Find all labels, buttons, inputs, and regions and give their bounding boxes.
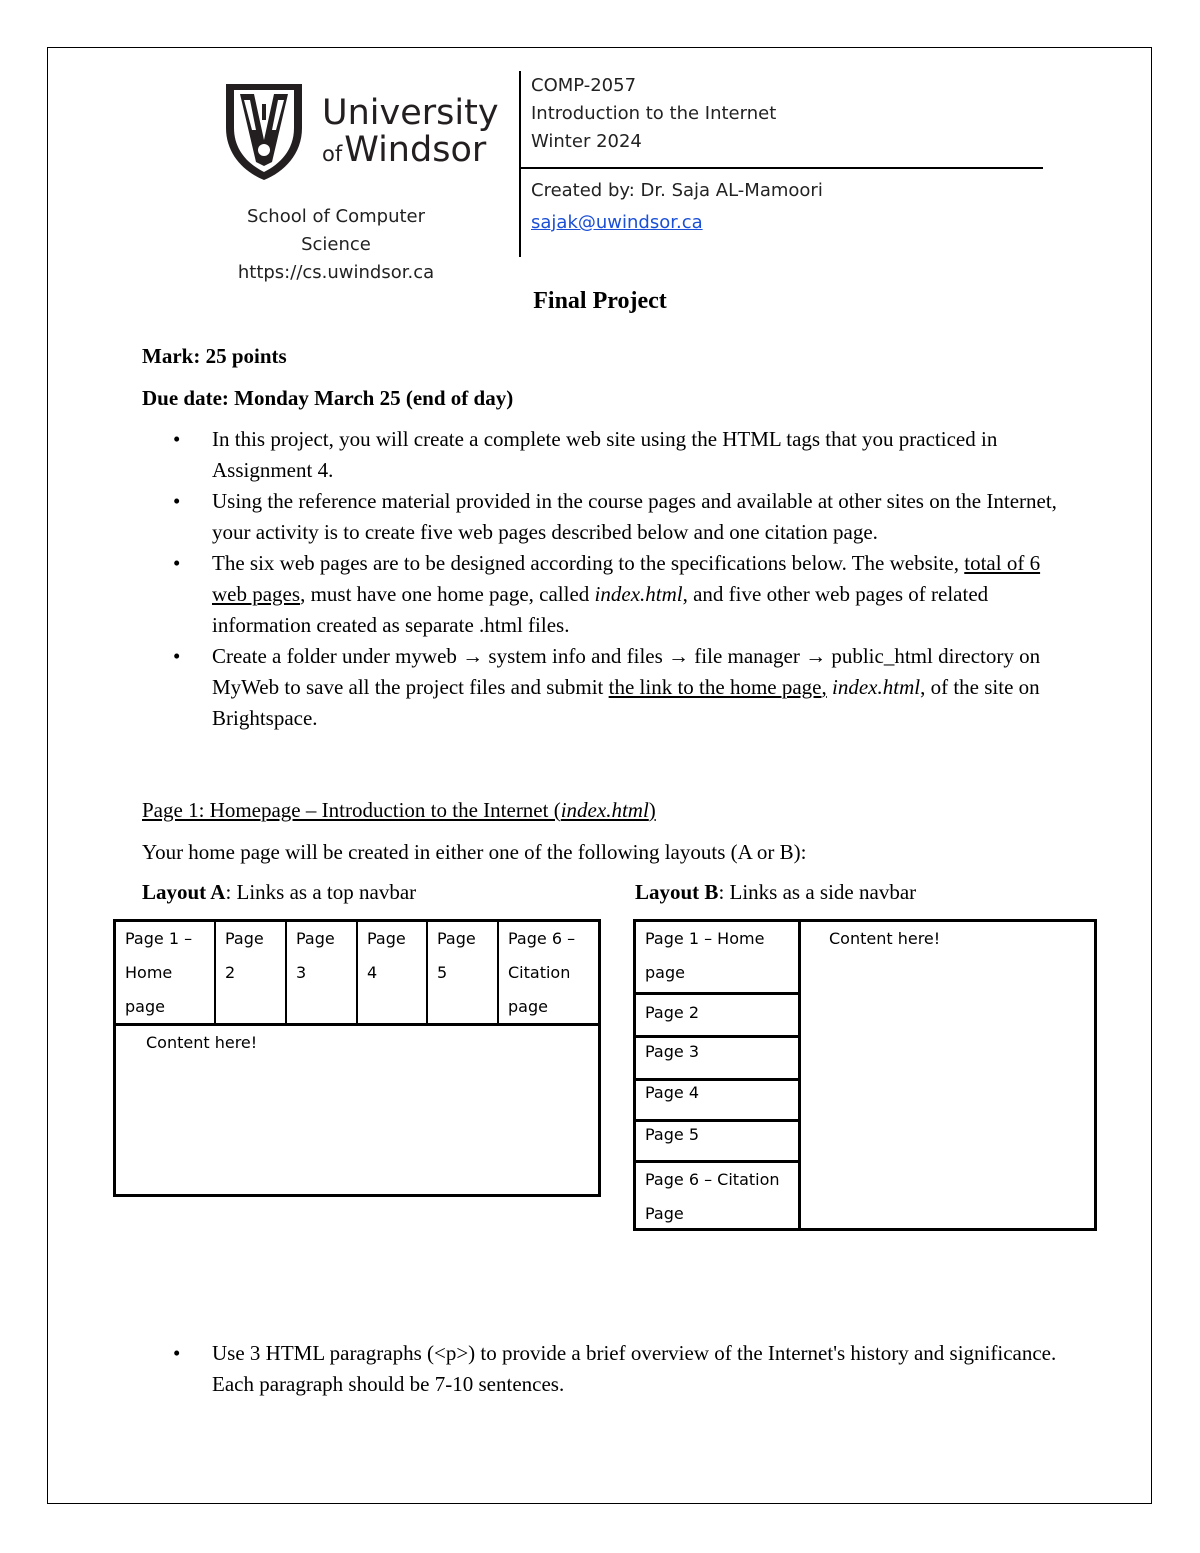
page1-requirements-list bbox=[142, 1338, 1072, 1400]
underlined-comma: , bbox=[821, 675, 827, 699]
author-email-link[interactable]: sajak@uwindsor.ca bbox=[531, 212, 703, 233]
course-info bbox=[531, 72, 776, 156]
nav-cell-page2: Page 2 bbox=[214, 922, 285, 1023]
layout-b-title bbox=[635, 880, 916, 905]
course-code: COMP-2057 bbox=[531, 75, 637, 96]
nav-cell-page6: Page 6 – Citation page bbox=[497, 922, 598, 1023]
due-date-line: Due date: Monday March 25 (end of day) bbox=[142, 386, 514, 410]
bullet-text: public_html directory on MyWeb to save all the project files and submit bbox=[212, 644, 1041, 699]
side-cell-page6: Page 6 – Citation Page bbox=[636, 1160, 798, 1228]
layout-b-table bbox=[633, 919, 1097, 1231]
course-name: Introduction to the Internet bbox=[531, 103, 777, 124]
nav-cell-page4: Page 4 bbox=[356, 922, 426, 1023]
logo-of: of bbox=[322, 142, 343, 166]
school-url[interactable]: https://cs.uwindsor.ca bbox=[237, 262, 435, 283]
requirements-list bbox=[142, 424, 1072, 734]
side-cell-page3: Page 3 bbox=[636, 1035, 798, 1078]
list-item bbox=[142, 424, 1072, 486]
bullet-text: system info and files bbox=[483, 644, 669, 668]
creator-info bbox=[531, 175, 823, 239]
heading-text: Page 1: Homepage – Introduction to the Internet ( bbox=[142, 798, 561, 822]
logo-line2: Windsor bbox=[344, 130, 487, 170]
layout-a-table bbox=[113, 919, 601, 1197]
underlined-text: total of 6 web pages bbox=[212, 551, 1041, 606]
university-crest-logo bbox=[222, 80, 306, 187]
list-item bbox=[142, 486, 1072, 548]
side-cell-page5: Page 5 bbox=[636, 1119, 798, 1160]
side-cell-page1: Page 1 – Home page bbox=[645, 929, 765, 982]
nav-cell-page1: Page 1 – Home page bbox=[125, 929, 193, 1016]
course-term: Winter 2024 bbox=[531, 131, 642, 152]
bullet-text: , and five other web pages of related information created as separate .html files. bbox=[212, 582, 989, 637]
layout-a-label: Layout A bbox=[142, 880, 226, 904]
list-item: • Use 3 HTML paragraphs (<p>) to provide a brief overview of the Internet's history and significance. Each paragraph should be 7-10 sentences. bbox=[142, 1338, 1072, 1400]
logo-line1: University bbox=[322, 93, 499, 133]
heading-text: ) bbox=[648, 798, 656, 822]
layout-b-desc: : Links as a side navbar bbox=[718, 880, 917, 904]
page1-heading bbox=[142, 798, 656, 823]
filename-text: index.html bbox=[594, 582, 683, 606]
arrow-icon: → bbox=[805, 644, 827, 668]
underlined-text: the link to the home page bbox=[608, 675, 822, 699]
school-block bbox=[218, 203, 454, 287]
filename-text: index.html bbox=[832, 675, 921, 699]
bullet-text: file manager bbox=[689, 644, 806, 668]
bullet-text: , must have one home page, called bbox=[300, 582, 595, 606]
heading-filename: index.html bbox=[560, 798, 649, 822]
list-item bbox=[142, 548, 1072, 641]
bullet-text: Create a folder under myweb bbox=[212, 644, 463, 668]
page1-intro: Your home page will be created in either one of the following layouts (A or B): bbox=[142, 840, 807, 864]
layout-a-content: Content here! bbox=[116, 1023, 598, 1194]
layout-a-title bbox=[142, 880, 416, 905]
side-cell-page4: Page 4 bbox=[636, 1078, 798, 1119]
side-cell-page2: Page 2 bbox=[636, 992, 798, 1035]
arrow-icon: → bbox=[668, 644, 690, 668]
bullet-text: Using the reference material provided in the course pages and available at other sites on the Internet, your activity is to create five web pages described below and one citation page. bbox=[212, 489, 1057, 544]
school-name: School of Computer Science bbox=[246, 206, 426, 255]
nav-cell-page3: Page 3 bbox=[285, 922, 356, 1023]
bullet-text: , of the site on Brightspace. bbox=[212, 675, 1040, 730]
bullet-text: The six web pages are to be designed according to the specifications below. The website, bbox=[212, 551, 965, 575]
created-by: Created by: Dr. Saja AL-Mamoori bbox=[531, 180, 823, 201]
mark-line: Mark: 25 points bbox=[142, 344, 287, 368]
layout-b-label: Layout B bbox=[635, 880, 719, 904]
page-title: Final Project bbox=[533, 288, 667, 314]
layout-b-content: Content here! bbox=[798, 922, 1094, 1228]
bullet-text: In this project, you will create a complete web site using the HTML tags that you practiced in Assignment 4. bbox=[212, 427, 998, 482]
nav-cell-page5: Page 5 bbox=[426, 922, 497, 1023]
layout-a-desc: : Links as a top navbar bbox=[225, 880, 417, 904]
page-border bbox=[47, 47, 1152, 1504]
arrow-icon: → bbox=[462, 644, 484, 668]
header-divider-vertical bbox=[519, 71, 521, 257]
list-item bbox=[142, 641, 1072, 734]
header-divider-horizontal bbox=[519, 167, 1043, 169]
university-wordmark bbox=[322, 93, 499, 170]
